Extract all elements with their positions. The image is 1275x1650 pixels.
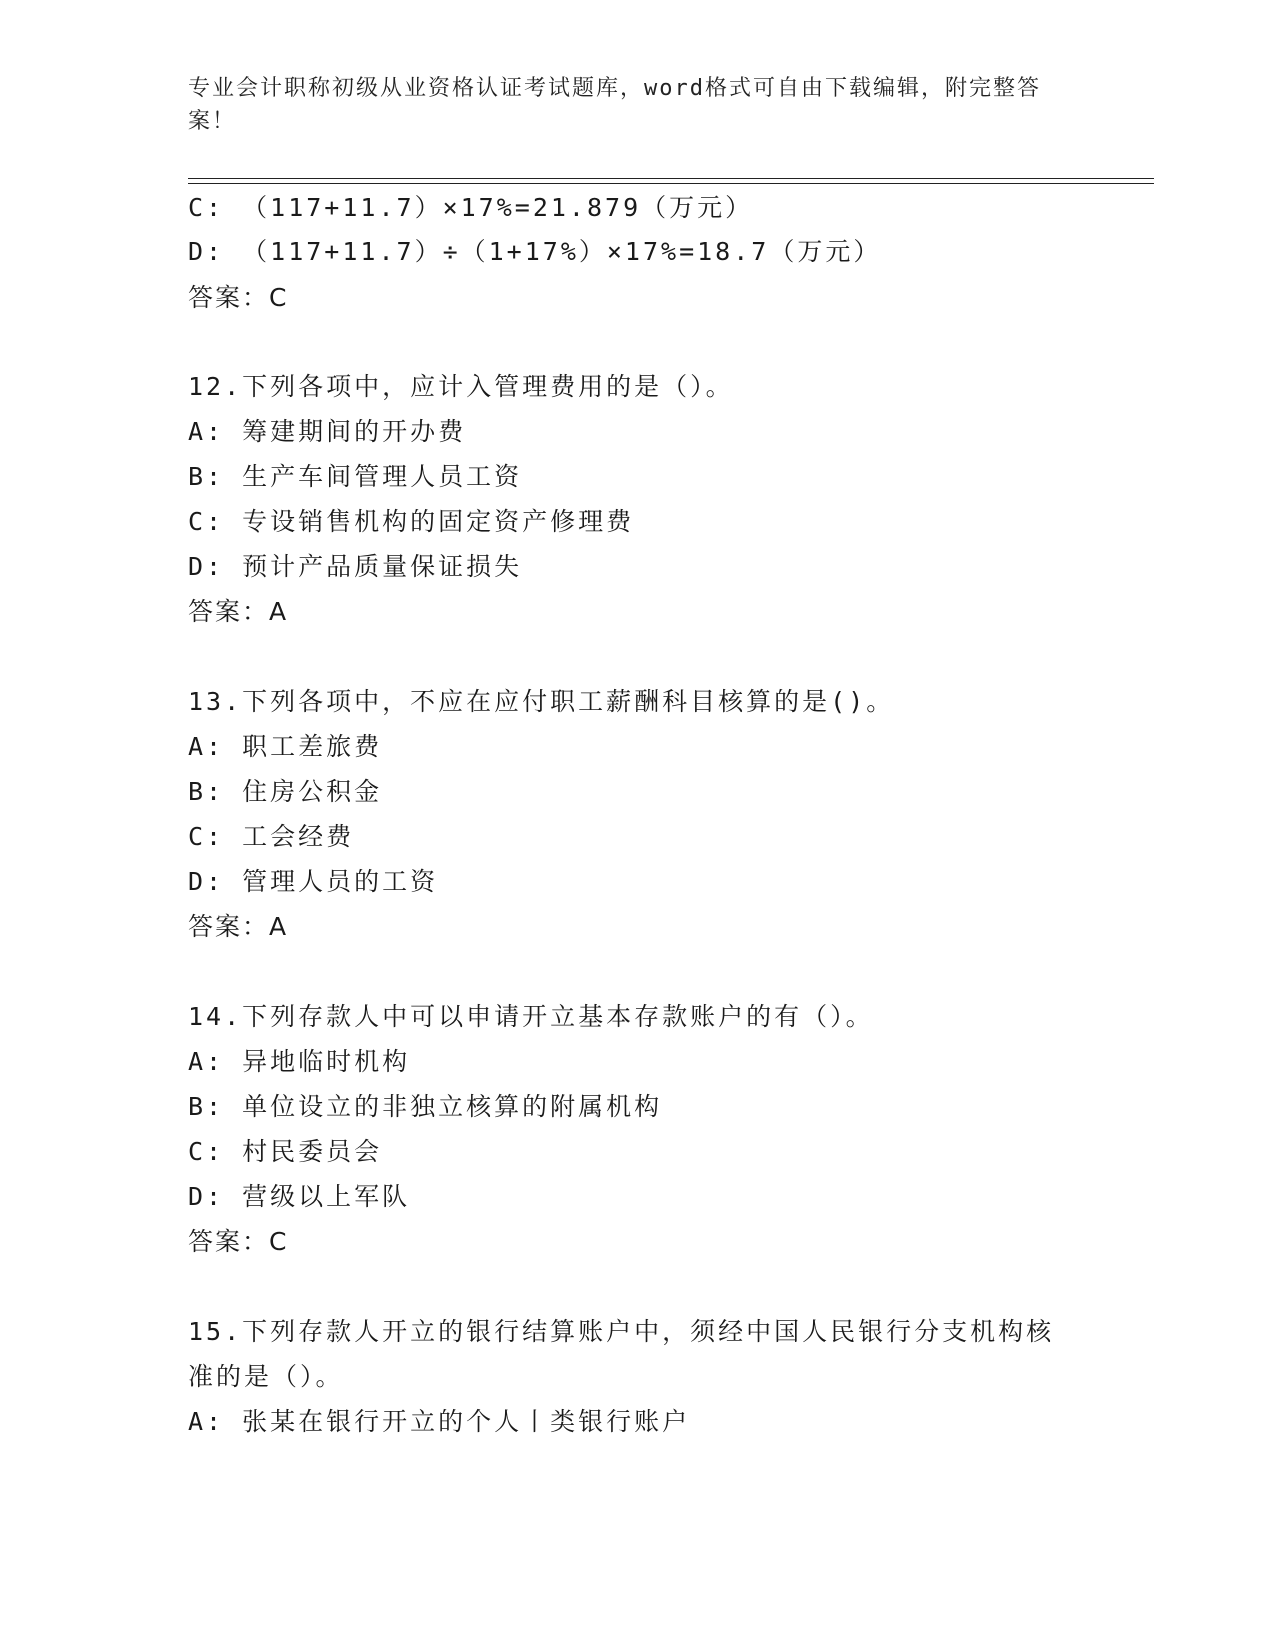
- q12-question: 12.下列各项中，应计入管理费用的是（）。: [188, 372, 734, 401]
- header-divider-bottom: [188, 183, 1154, 184]
- q12-option-b: B: 生产车间管理人员工资: [188, 462, 523, 491]
- q14-option-b: B: 单位设立的非独立核算的附属机构: [188, 1092, 663, 1121]
- q12-answer: 答案：A: [188, 597, 289, 626]
- q13-question: 13.下列各项中，不应在应付职工薪酬科目核算的是()。: [188, 687, 895, 716]
- q12-option-a: A: 筹建期间的开办费: [188, 417, 467, 446]
- header-divider-top: [188, 178, 1154, 179]
- q13-answer: 答案：A: [188, 912, 289, 941]
- q13-option-a: A: 职工差旅费: [188, 732, 383, 761]
- q11-option-c: C: （117+11.7）×17%=21.879（万元）: [188, 193, 754, 222]
- q14-question: 14.下列存款人中可以申请开立基本存款账户的有（）。: [188, 1002, 874, 1031]
- q14-option-d: D: 营级以上军队: [188, 1182, 411, 1211]
- q15-option-a: A: 张某在银行开立的个人丨类银行账户: [188, 1407, 691, 1436]
- document-header: 专业会计职称初级从业资格认证考试题库，word格式可自由下载编辑，附完整答案！: [188, 76, 1041, 134]
- q14-option-c: C: 村民委员会: [188, 1137, 383, 1166]
- q15-question: 15.下列存款人开立的银行结算账户中，须经中国人民银行分支机构核: [188, 1317, 1055, 1346]
- q13-option-b: B: 住房公积金: [188, 777, 383, 806]
- q11-option-d: D: （117+11.7）÷（1+17%）×17%=18.7（万元）: [188, 237, 882, 266]
- q13-option-d: D: 管理人员的工资: [188, 867, 439, 896]
- q14-option-a: A: 异地临时机构: [188, 1047, 411, 1076]
- q12-option-c: C: 专设销售机构的固定资产修理费: [188, 507, 635, 536]
- q11-answer: 答案：C: [188, 283, 289, 312]
- q15-question-continued: 准的是（）。: [188, 1362, 344, 1391]
- q12-option-d: D: 预计产品质量保证损失: [188, 552, 523, 581]
- q13-option-c: C: 工会经费: [188, 822, 355, 851]
- q14-answer: 答案：C: [188, 1227, 289, 1256]
